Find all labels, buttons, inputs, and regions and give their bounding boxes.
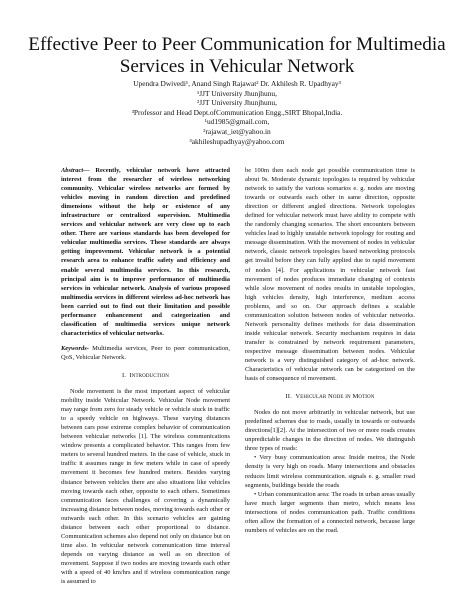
email-3: ³akhileshupadhyay@yahoo.com [189, 136, 285, 146]
section-number: II. [285, 393, 292, 401]
body-paragraph: be 100m then each node get possible communication time is about 9s. Moderate dynamic topologies is required by vehicular network to satisfy the various scenarios e. g. nodes are moving towards or outwards each other in same direction, opposite direction or different angled directions. Network topologies defined for vehicular network must have ability to compete with the randomly changing scenarios. The short encounters between vehicles lead to highly unstable network topology for routing and message dissemination. With the movement of nodes in vehicular network, classic network topologies based networking protocols get invalid before they can fully applied due to rapid movement of nodes [4]. For applications in vehicular network fast movement of nodes produces immediate changing of contexts while slow movement of nodes results in unstable topologies, high vehicles density, high interference, medium access problems, and so on. Our approach defines a scalable communication solution between nodes of vehicular networks. Network personality defines methods for data dissemination inside vehicular network. Security mechanism requires in data transfer is constrained by network requirement parameters, respective message dissemination between nodes. Vehicular network is a very distinguished category of ad-hoc network. Characteristics of vehicular network can be categorized on the basis of consequence of movement. [245, 167, 415, 383]
title-line: Services in Vehicular Network [119, 56, 355, 77]
affiliation-3: ³Professor and Head Dept.ofCommunication Engg.,SIRT Bhopal,India. [131, 107, 343, 117]
left-column [61, 166, 230, 586]
introduction-paragraph: Node movement is the most important aspect of vehicular mobility inside Vehicular Network. Vehicular Node movement may range from zero for steady vehicle or vehicle stuck in traffic to a speedy vehicle on highways. These varying distances between cars pose extreme complex behavior of communication between vehicular networks [1]. The wireless communications window presents a complicated behavior. This ranges from few meters to several hundred meters. In the case of vehicle, stuck in traffic it assumes range in few meters while in case of speedy movement it becomes few hundred meters. Besides varying distance between vehicles there are also situations like vehicles moving towards each other, opposite to each others. Sometimes communication faces challenges of covering a dynamically increasing distance between nodes, moving towards each other or outwards each other. In this scenario vehicles are gaining distance between each other proportional to distance. Communication schemes also depend not only on distance but on time also. In vehicular network communication time interval depends on varying distance as well as on direction of movement. Suppose if two nodes are moving towards each other with a speed of 40 km/hrs and if wireless communication range is assumed to [61, 388, 230, 586]
affiliation-1: ¹JJT University Jhunjhunu, [197, 88, 277, 98]
body-paragraph: Nodes do not move arbitrarily in vehicular network, but use predefined schemes due to roads, usually in towards or outwards directions[1][2]. At the intersection of two or more roads creates unpredictable changes in the direction of nodes. We distinguish three types of roads: [245, 409, 415, 453]
keywords-label: Keywords- [61, 344, 89, 352]
abstract-text: Recently, vehicular network have attracted interest from the researcher of wireless networking community. Vehicular wireless networks are formed by vehicles moving in random direction and predefined dimensions without the help or existence of any infrastructure or centralized supervision. Multimedia services and vehicular network are very close up to each other. There are various standards has been developed for vehicular multimedia services. These standards are always getting improvement. Vehicular network is a potential research area to enhance traffic safety and efficiency and enable several multimedia services. In this research, principal aim is to improve performance of multimedia services in vehicular network. Analysis of various proposed multimedia services in different wireless ad-hoc network has been carried out to find out their limitation and possible performance enhancement and categorization and classification of multimedia services unique network characteristics of vehicular networks. [61, 167, 230, 337]
right-column [245, 166, 415, 535]
title-line: Effective Peer to Peer Communication for Multimedia [28, 34, 446, 55]
abstract [61, 166, 230, 338]
keywords [61, 344, 230, 362]
paper-title [20, 34, 454, 78]
author-names: Upendra Dwivedi¹, Anand Singh Rajawat² Dr. Akhilesh R. Upadhyay³ [133, 79, 341, 88]
email-1: ¹ud1985@gmail.com, [204, 117, 270, 127]
section-heading-vehicular-node [245, 392, 415, 401]
keywords-text: Multimedia services, Peer to peer communication, QoS, Vehicular Network. [61, 344, 230, 361]
section-number: I. [121, 371, 127, 379]
email-2: ²rajawat_iet@yahoo.in [203, 126, 271, 136]
affiliation-2: ²JJT University Jhunjhunu, [197, 98, 277, 108]
section-title: Introduction [129, 371, 170, 379]
section-title: Vehicular Node in Motion [295, 393, 375, 401]
abstract-label: Abstract— [61, 167, 90, 174]
bullet-item: • Urban communication area: The roads in urban areas usually have much larger segments than metro, which means less intersections of nodes communication path. Traffic conditions often allow the formation of a connected network, because large numbers of vehicles are on the road. [245, 490, 415, 534]
bullet-item: • Very busy communication area: Inside metros, the Node density is very high on roads. Many intersections and obstacles reduces limit wireless communication. signals e. g. smaller road segments, buildings beside the roads [245, 454, 415, 489]
author-block [20, 79, 454, 146]
section-heading-introduction [61, 371, 230, 380]
